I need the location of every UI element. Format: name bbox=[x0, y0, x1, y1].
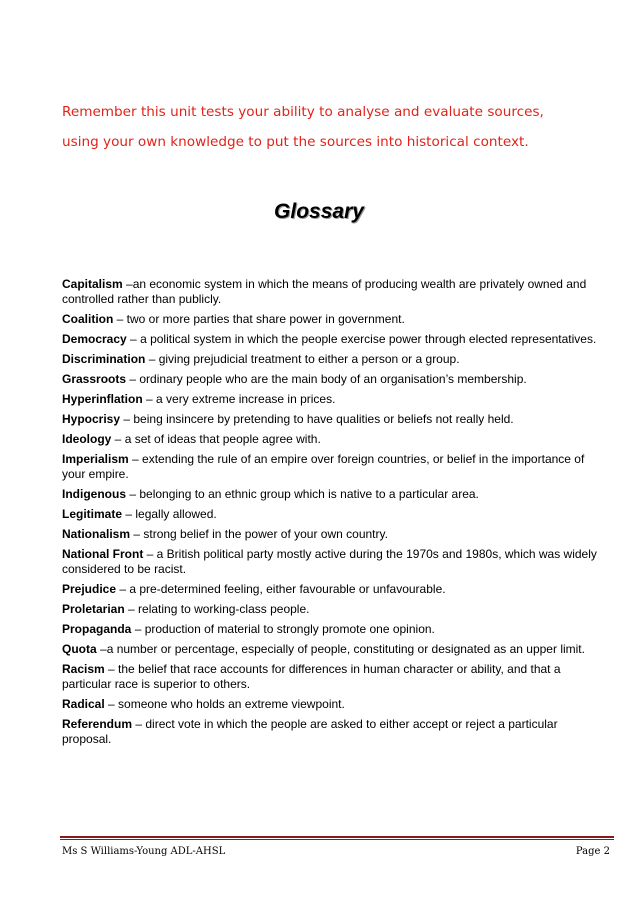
glossary-separator: – bbox=[124, 602, 139, 616]
glossary-separator: – bbox=[143, 547, 157, 561]
glossary-term: Propaganda bbox=[62, 622, 132, 636]
glossary-definition: belonging to an ethnic group which is native to a particular area. bbox=[139, 487, 479, 501]
glossary-entry bbox=[62, 487, 610, 502]
glossary-term: Quota bbox=[62, 642, 97, 656]
glossary-separator: – bbox=[132, 717, 146, 731]
glossary-definition: production of material to strongly promote one opinion. bbox=[144, 622, 435, 636]
footer-author: Ms S Williams-Young ADL-AHSL bbox=[62, 846, 226, 857]
glossary-separator: – bbox=[142, 392, 157, 406]
glossary-entry bbox=[62, 277, 610, 307]
glossary-separator: – bbox=[122, 507, 136, 521]
glossary-definition: the belief that race accounts for differences in human character or ability, and that a particular race is superior to others. bbox=[62, 662, 561, 691]
glossary-term: Racism bbox=[62, 662, 105, 676]
glossary-definition: a pre-determined feeling, either favourable or unfavourable. bbox=[129, 582, 446, 596]
intro-note bbox=[62, 97, 622, 157]
glossary-separator: – bbox=[126, 487, 140, 501]
glossary-entry bbox=[62, 392, 610, 407]
glossary-separator: – bbox=[120, 412, 134, 426]
footer-divider bbox=[60, 836, 614, 838]
glossary-term: Imperialism bbox=[62, 452, 129, 466]
glossary-separator: – bbox=[126, 332, 141, 346]
glossary-definition: a set of ideas that people agree with. bbox=[124, 432, 321, 446]
glossary-definition: an economic system in which the means of producing wealth are privately owned and controlled rather than publicly. bbox=[62, 277, 587, 306]
glossary-separator: – bbox=[104, 662, 119, 676]
glossary-entry bbox=[62, 412, 610, 427]
glossary-separator: – bbox=[122, 277, 133, 291]
glossary-definition: relating to working-class people. bbox=[138, 602, 310, 616]
glossary-list bbox=[62, 277, 610, 752]
glossary-separator: – bbox=[111, 432, 125, 446]
glossary-term: Referendum bbox=[62, 717, 133, 731]
glossary-term: Nationalism bbox=[62, 527, 131, 541]
glossary-entry bbox=[62, 602, 610, 617]
glossary-entry bbox=[62, 432, 610, 447]
glossary-entry bbox=[62, 352, 610, 367]
glossary-entry bbox=[62, 717, 610, 747]
glossary-definition: someone who holds an extreme viewpoint. bbox=[118, 697, 345, 711]
glossary-definition: strong belief in the power of your own country. bbox=[143, 527, 388, 541]
glossary-entry bbox=[62, 372, 610, 387]
glossary-separator: – bbox=[96, 642, 107, 656]
glossary-term: Grassroots bbox=[62, 372, 127, 386]
glossary-definition: ordinary people who are the main body of an organisation’s membership. bbox=[139, 372, 527, 386]
glossary-entry bbox=[62, 582, 610, 597]
glossary-term: Proletarian bbox=[62, 602, 125, 616]
glossary-definition: a British political party mostly active during the 1970s and 1980s, which was widely considered to be racist. bbox=[62, 547, 597, 576]
glossary-entry bbox=[62, 452, 610, 482]
glossary-separator: – bbox=[116, 582, 130, 596]
glossary-entry bbox=[62, 547, 610, 577]
page-number: Page 2 bbox=[575, 846, 610, 857]
glossary-separator: – bbox=[113, 312, 127, 326]
glossary-term: Indigenous bbox=[62, 487, 126, 501]
glossary-separator: – bbox=[104, 697, 119, 711]
glossary-heading: Glossary bbox=[274, 200, 364, 223]
glossary-separator: – bbox=[128, 452, 143, 466]
glossary-separator: – bbox=[126, 372, 140, 386]
glossary-entry bbox=[62, 507, 610, 522]
intro-line-2: using your own knowledge to put the sources into historical context. bbox=[62, 134, 529, 150]
glossary-term: Coalition bbox=[62, 312, 114, 326]
glossary-term: Legitimate bbox=[62, 507, 123, 521]
glossary-term: Capitalism bbox=[62, 277, 123, 291]
glossary-entry bbox=[62, 622, 610, 637]
glossary-definition: extending the rule of an empire over foreign countries, or belief in the importance of your empire. bbox=[62, 452, 585, 481]
glossary-term: Ideology bbox=[62, 432, 112, 446]
glossary-separator: – bbox=[131, 622, 145, 636]
glossary-separator: – bbox=[130, 527, 144, 541]
glossary-entry bbox=[62, 312, 610, 327]
glossary-term: Radical bbox=[62, 697, 105, 711]
glossary-definition: legally allowed. bbox=[135, 507, 217, 521]
glossary-definition: two or more parties that share power in government. bbox=[126, 312, 405, 326]
footer-divider-thin bbox=[60, 839, 614, 840]
glossary-term: Discrimination bbox=[62, 352, 146, 366]
glossary-definition: a political system in which the people exercise power through elected representatives. bbox=[140, 332, 597, 346]
glossary-entry bbox=[62, 697, 610, 712]
glossary-term: Prejudice bbox=[62, 582, 117, 596]
glossary-entry bbox=[62, 527, 610, 542]
glossary-term: Hyperinflation bbox=[62, 392, 143, 406]
glossary-term: Hypocrisy bbox=[62, 412, 121, 426]
glossary-definition: giving prejudicial treatment to either a person or a group. bbox=[158, 352, 460, 366]
glossary-term: National Front bbox=[62, 547, 144, 561]
glossary-entry bbox=[62, 332, 610, 347]
glossary-definition: direct vote in which the people are asked to either accept or reject a particular proposal. bbox=[62, 717, 558, 746]
glossary-definition: being insincere by pretending to have qualities or beliefs not really held. bbox=[133, 412, 514, 426]
intro-line-1: Remember this unit tests your ability to analyse and evaluate sources, bbox=[62, 104, 544, 120]
glossary-separator: – bbox=[145, 352, 159, 366]
glossary-definition: a number or percentage, especially of people, constituting or designated as an upper limit. bbox=[106, 642, 585, 656]
glossary-term: Democracy bbox=[62, 332, 127, 346]
glossary-definition: a very extreme increase in prices. bbox=[156, 392, 336, 406]
glossary-entry bbox=[62, 662, 610, 692]
glossary-entry bbox=[62, 642, 610, 657]
